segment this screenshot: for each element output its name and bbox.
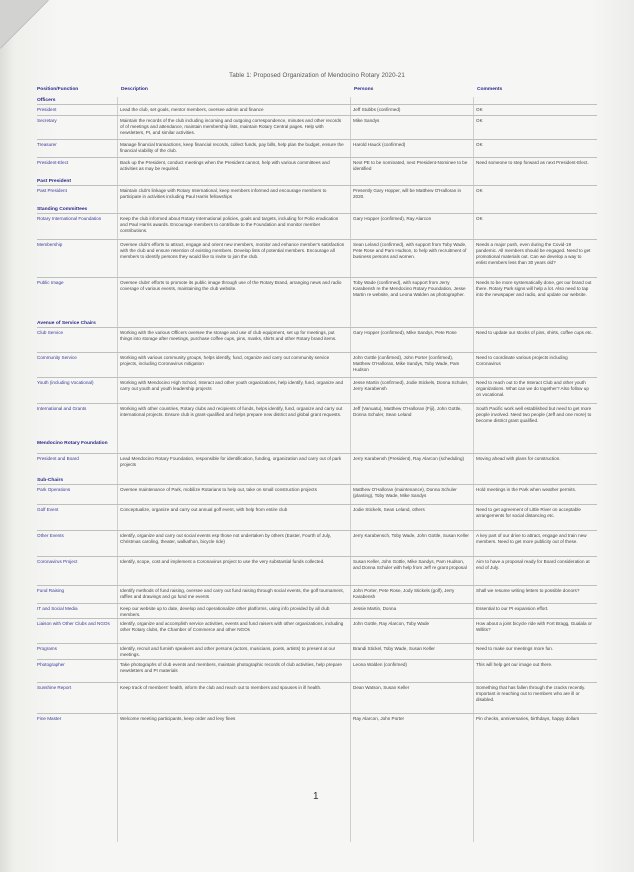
position-cell: International and Grants	[37, 406, 87, 411]
table-row	[37, 104, 597, 115]
comments-cell: Essential to our PI expansion effort.	[476, 606, 549, 611]
table-row	[37, 682, 597, 713]
persons-cell: Jesse Martin (confirmed), Jodie Stickels, Donna Schuler, Jerry Karabensh	[353, 380, 469, 391]
position-cell: President-Elect	[37, 160, 69, 165]
position-cell: Sunshine Report	[37, 685, 72, 690]
position-cell: Public Image	[37, 280, 64, 285]
persons-cell: Ray Alarcon, John Porter	[353, 716, 405, 721]
comments-cell: Needs to be more systematically done, get our brand out there. Rotary Park signs will help a lot. Also need to tap into the newspaper and radio, and update our website.	[476, 280, 592, 297]
persons-cell: Toby Wade (confirmed), with support from Jerry Karabensh re the Mendocino Rotary Foundation, Jesse Martin re website, and Leona Walden as photographer.	[353, 280, 466, 297]
comments-cell: Need to reach out to the Interact Club and other youth organizations. What can we do together? Also follow up on vocational.	[476, 380, 589, 397]
comments-cell: Needs a major push, even during the Covid-19 pandemic. All members should be engaged. Need to get promotional materials out. Can we develop a way to enlist members less than 30 years old?	[476, 242, 591, 265]
section-label: Past President	[37, 179, 71, 184]
comments-cell: How about a joint bicycle ride with Fort Bragg, Gualala or Willits?	[476, 621, 592, 632]
persons-cell: Presently Gary Hopper, will be Matthew O'Halloran in 2020.	[353, 188, 462, 199]
position-cell: Fine Master	[37, 716, 62, 721]
section-label: Officers	[37, 98, 56, 103]
position-cell: Community Service	[37, 355, 77, 360]
comments-cell: Something that has fallen through the cracks recently. Important in reaching out to members who are ill or disabled.	[476, 685, 586, 702]
section-heading	[37, 318, 597, 327]
persons-cell: Matthew O'Halloran (maintenance), Donna Schuler (planting), Toby Wade, Mike Sandys	[353, 487, 457, 498]
persons-cell: Jeff Stubbs (confirmed)	[353, 107, 401, 112]
comments-cell: OK	[476, 216, 483, 221]
position-cell: IT and Social Media	[37, 606, 78, 611]
section-heading	[37, 475, 597, 484]
comments-cell: This will help get our image out there.	[476, 662, 553, 667]
description-cell: Identify, scope, cost and implement a Coronavirus project to use the very substantial funds collected.	[120, 559, 325, 564]
comments-cell: Pin checks, anniversaries, birthdays, happy dollars	[476, 716, 580, 721]
table-header	[37, 85, 597, 95]
comments-cell: OK	[476, 118, 483, 123]
table-row	[37, 453, 597, 475]
page-number: 1	[313, 791, 319, 802]
persons-cell: Next PE to be nominated, next President-Nominee to be identified	[353, 160, 468, 171]
comments-cell: South Pacific work well established but need to get more people involved. Need two people (Jeff and one more) to become district grant qualified.	[476, 406, 592, 423]
description-cell: Lead the club, set goals, mentor members, oversee admin and finance	[120, 107, 264, 112]
persons-cell: Leona Walden (confirmed)	[353, 662, 407, 667]
description-cell: Working with the various Officers oversee the storage and use of club equipment, set up for meetings, put things into storage after meetings, purchase coffee cups, pins, masks, shirts and other Rotary brand items.	[120, 330, 337, 341]
table-row	[37, 327, 597, 352]
table-row	[37, 377, 597, 403]
table-row	[37, 185, 597, 204]
table-row	[37, 239, 597, 277]
position-cell: Coronavirus Project	[37, 559, 78, 564]
persons-cell: Jodie Stickels, Sean Leland, others	[353, 507, 425, 512]
description-cell: Manage financial transactions, keep financial records, collect funds, pay bills, help plan the budget, ensure the financial viability of the club.	[120, 142, 344, 153]
position-cell: Programs	[37, 646, 57, 651]
header-comments: Comments	[477, 87, 503, 92]
organization-table	[37, 85, 597, 736]
table-row	[37, 643, 597, 659]
persons-cell: Mike Sandys	[353, 118, 380, 123]
persons-cell: John Porter, Pete Rose, Jody Stickels (golf), Jerry Karabensh	[353, 588, 455, 599]
header-description: Description	[121, 87, 148, 92]
persons-cell: Gary Hopper (confirmed), Mike Sandys, Pete Rose	[353, 330, 457, 335]
description-cell: Oversee club's efforts to attract, engage and orient new members, monitor and enhance member's satisfaction with the club and ensure retention of existing members. Develop lists of potential members. Encourage all members to identify persons they would like to invite to join the club.	[120, 242, 345, 259]
table-row	[37, 713, 597, 736]
comments-cell: Shall we resume writing letters to possible donors?	[476, 588, 580, 593]
position-cell: President and Board	[37, 456, 79, 461]
comments-cell: OK	[476, 107, 483, 112]
section-label: Avenue of Service Chairs	[37, 321, 96, 326]
comments-cell: OK	[476, 188, 483, 193]
table-row	[37, 603, 597, 618]
table-row	[37, 659, 597, 682]
header-persons: Persons	[354, 87, 374, 92]
persons-cell: John Gottle, Ray Alarcon, Toby Wade	[353, 621, 430, 626]
position-cell: Membership	[37, 242, 63, 247]
position-cell: Secretary	[37, 118, 57, 123]
description-cell: Keep our website up to date, develop and operationalize other platforms, using info provided by all club members.	[120, 606, 330, 617]
position-cell: Photographer	[37, 662, 65, 667]
description-cell: Working with other countries, Rotary clubs and recipients of funds, helps identify, fund, organize and carry out international projects. Ensure club is grant-qualified and helps prepare new district and global grant requests.	[120, 406, 343, 417]
comments-cell: Need to make our meetings more fun.	[476, 646, 554, 651]
table-row	[37, 585, 597, 603]
description-cell: Keep the club informed about Rotary International policies, goals and targets, including for Polio eradication and Paul Harris awards. Encourage members to contribute to the Foundation and monitor member contributions.	[120, 216, 339, 233]
table-row	[37, 115, 597, 139]
description-cell: Working with various community groups, helps identify, fund, organize and carry out community service projects, including Coronavirus mitigation	[120, 355, 330, 366]
description-cell: Welcome meeting participants, keep order and levy fines	[120, 716, 236, 721]
table-title: Table 1: Proposed Organization of Mendocino Rotary 2020-21	[229, 72, 405, 79]
position-cell: Club Service	[37, 330, 64, 335]
table-row	[37, 618, 597, 643]
table-body	[37, 95, 597, 736]
section-label: Sub-Chairs	[37, 478, 64, 483]
comments-cell: Need to update our stocks of pins, shirts, coffee cups etc.	[476, 330, 593, 335]
persons-cell: Jessie Martin, Donna	[353, 606, 397, 611]
table-row	[37, 139, 597, 157]
table-row	[37, 504, 597, 530]
header-position: Position/Function	[37, 87, 79, 92]
description-cell: Identify, recruit and furnish speakers and other persons (actors, musicians, poets, artists) to present at our meetings.	[120, 646, 336, 657]
table-row	[37, 403, 597, 438]
persons-cell: John Gottle (confirmed), John Porter (confirmed), Matthew O'Halloran, Mike Sandys, Toby Wade, Pam Hudson	[353, 355, 460, 372]
description-cell: Identify, organize and accomplish service activities, events and fund raisers with other organizations, including other Rotary clubs, the Chamber of Commerce and other NGOs	[120, 621, 344, 632]
position-cell: Rotary International Foundation	[37, 216, 102, 221]
description-cell: Conceptualize, organize and carry out annual golf event, with help from entire club	[120, 507, 288, 512]
persons-cell: Jerry Karabensh (President), Ray Alarcon (scheduling)	[353, 456, 465, 461]
position-cell: Liaison with Other Clubs and NGOs	[37, 621, 110, 626]
description-cell: Oversee maintenance of Park, mobilize Rotarians to help out, take on small construction projects	[120, 487, 317, 492]
persons-cell: Harold Hauck (confirmed)	[353, 142, 406, 147]
table-row	[37, 556, 597, 585]
position-cell: Treasurer	[37, 142, 57, 147]
position-cell: Park Operations	[37, 487, 71, 492]
table-row	[37, 213, 597, 239]
section-heading	[37, 176, 597, 185]
section-heading	[37, 438, 597, 453]
section-label: Standing Committees	[37, 207, 88, 212]
position-cell: Past President	[37, 188, 67, 193]
description-cell: Working with Mendocino High School, Interact and other youth organizations, help identify, fund, organize and carry out youth and youth leadership projects	[120, 380, 344, 391]
persons-cell: Brandi Stickel, Toby Wade, Susan Keller	[353, 646, 435, 651]
description-cell: Oversee clubs' efforts to promote its public image through use of the Rotary Brand, arranging news and radio coverage of various events, maintaining the club website.	[120, 280, 342, 291]
description-cell: Identify, organize and carry out social events esp those not undertaken by others (Easter, Fourth of July, Christmas caroling, theater, walkathon, bicycle ride)	[120, 533, 332, 544]
document	[37, 72, 597, 736]
position-cell: Golf Event	[37, 507, 59, 512]
description-cell: Lead Mendocino Rotary Foundation, responsible for identification, funding, organization and carry out of park projects	[120, 456, 342, 467]
description-cell: Maintain the records of the club including incoming and outgoing correspondence, minutes and other records of of meetings and attendance, maintain membership lists, maintain Rotary Central pages. Help with newsletters, PI, and similar activities.	[120, 118, 342, 135]
description-cell: Maintain club's linkage with Rotary International, keep members informed and encourage members to participate in activities including Paul Harris fellowships	[120, 188, 327, 199]
persons-cell: Sean Leland (confirmed), with support from Toby Wade, Pete Rose and Pam Hudson, to help with recruitment of business persons and women.	[353, 242, 467, 259]
persons-cell: Dean Watson, Susan Keller	[353, 685, 410, 690]
table-row	[37, 352, 597, 377]
persons-cell: Susan Keller, John Gottle, Mike Sandys, Pam Hudson, and Donna Schuler with help from Jeff re grant proposal	[353, 559, 467, 570]
section-label: Mendocino Rotary Foundation	[37, 441, 108, 446]
section-heading	[37, 204, 597, 213]
comments-cell: Need to get agreement of Little River on acceptable arrangements for social distancing etc.	[476, 507, 581, 518]
position-cell: Youth (including Vocational)	[37, 380, 94, 385]
position-cell: Other Events	[37, 533, 64, 538]
persons-cell: Jerry Karabensch, Toby Wade, John Gottle, Susan Keller	[353, 533, 469, 538]
description-cell: Take photographs of club events and members, maintain photographic records of club activities, help prepare newsletters and PI materials	[120, 662, 342, 673]
comments-cell: OK	[476, 142, 483, 147]
persons-cell: Gary Hopper (confirmed), Ray Alarcon	[353, 216, 432, 221]
description-cell: Keep track of members' health, inform the club and reach out to members and spouses in ill health.	[120, 685, 322, 690]
comments-cell: Moving ahead with plans for construction.	[476, 456, 561, 461]
table-row	[37, 484, 597, 504]
table-row	[37, 157, 597, 176]
description-cell: Back up the President, conduct meetings when the President cannot, help with various committees and activities as may be required.	[120, 160, 330, 171]
position-cell: Fund Raising	[37, 588, 65, 593]
section-heading	[37, 95, 597, 104]
table-row	[37, 277, 597, 318]
table-row	[37, 530, 597, 556]
comments-cell: Aim to have a proposal ready for Board consideration at end of July.	[476, 559, 590, 570]
description-cell: Identify methods of fund raising, oversee and carry out fund raising through social events, the golf tournament, raffles and drawings and go fund me events	[120, 588, 344, 599]
comments-cell: Hold meetings in the Park when weather permits.	[476, 487, 577, 492]
comments-cell: Need someone to step forward as next President-Elect.	[476, 160, 589, 165]
comments-cell: A key part of our drive to attract, engage and train new members. Need to get more publicity out of these.	[476, 533, 587, 544]
position-cell: President	[37, 107, 57, 112]
comments-cell: Need to coordinate various projects including Coronavirus	[476, 355, 568, 366]
persons-cell: Jeff (Vanuatu), Matthew O'Halloran (Fiji), John Gottle, Donna Schuler, Sean Leland	[353, 406, 462, 417]
